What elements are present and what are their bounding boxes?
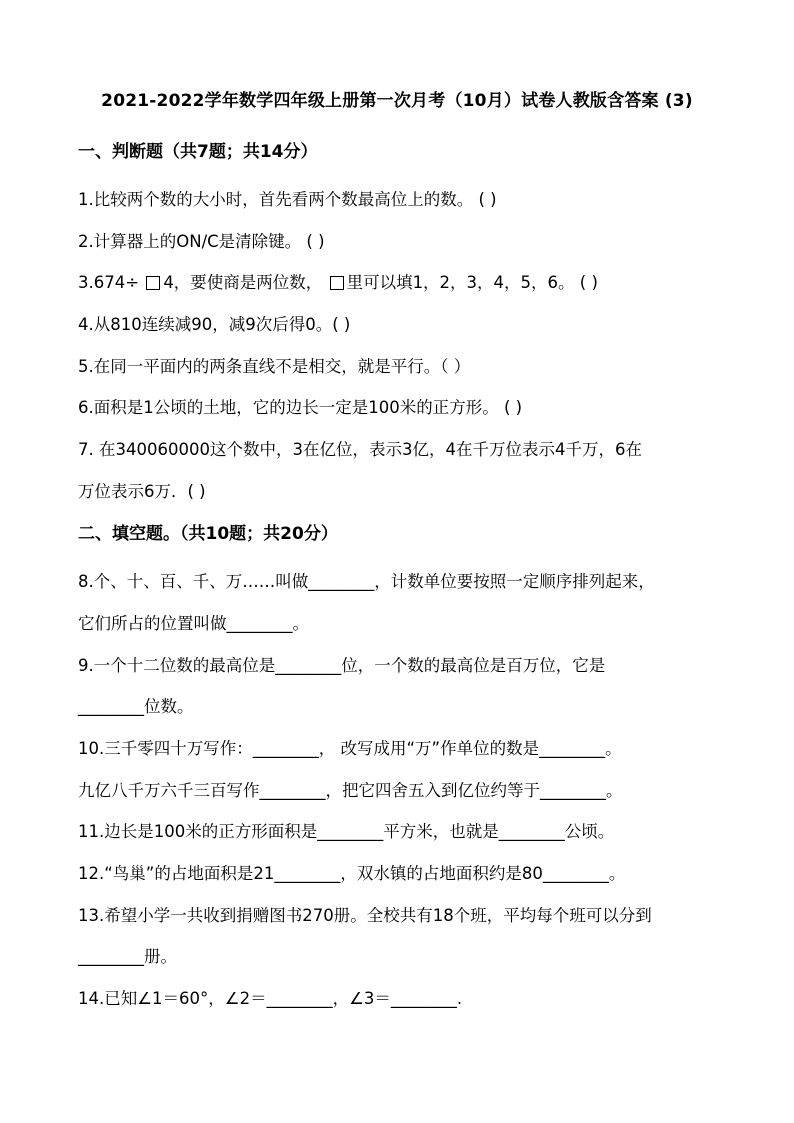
section-2-heading: 二、填空题。（共10题；共20分） [78, 524, 338, 544]
question-9-line-2: ________位数。 [78, 697, 194, 716]
question-10-line-1: 10.三千零四十万写作：________， 改写成用“万”作单位的数是________。 [78, 739, 622, 758]
question-4: 4.从810连续减90，减9次后得0。( ) [78, 315, 351, 334]
question-7-line-1: 7. 在340060000这个数中，3在亿位，表示3亿，4在千万位表示4千万，6在 [78, 440, 642, 459]
question-12: 12.“鸟巢”的占地面积是21________，双水镇的占地面积约是80________。 [78, 864, 626, 883]
blank-box [330, 276, 344, 290]
question-14: 14.已知∠1＝60°，∠2＝________，∠3＝________. [78, 989, 463, 1008]
section-1-heading: 一、判断题（共7题；共14分） [78, 142, 318, 162]
question-9-line-1: 9.一个十二位数的最高位是________位，一个数的最高位是百万位，它是 [78, 656, 606, 675]
question-5: 5.在同一平面内的两条直线不是相交，就是平行。（ ） [78, 357, 471, 376]
question-10-line-2: 九亿八千万六千三百写作________，把它四舍五入到亿位约等于________。 [78, 781, 623, 800]
exam-title: 2021-2022学年数学四年级上册第一次月考（10月）试卷人教版含答案 (3) [101, 91, 693, 111]
question-11: 11.边长是100米的正方形面积是________平方米，也就是________公顷。 [78, 822, 615, 841]
question-6: 6.面积是1公顷的土地，它的边长一定是100米的正方形。 ( ) [78, 398, 523, 417]
question-13-line-2: ________册。 [78, 947, 177, 966]
question-13-line-1: 13.希望小学一共收到捐赠图书270册。全校共有18个班，平均每个班可以分到 [78, 906, 652, 925]
question-3 [78, 269, 598, 293]
question-1: 1.比较两个数的大小时，首先看两个数最高位上的数。 ( ) [78, 190, 497, 209]
question-3-text-c: 里可以填1，2，3，4，5，6。 ( ) [346, 273, 598, 292]
question-7-line-2: 万位表示6万．( ) [78, 482, 206, 501]
question-3-text-a: 3.674÷ [78, 273, 145, 292]
question-3-text-b: 4，要使商是两位数， [163, 273, 323, 292]
question-8-line-1: 8.个、十、百、千、万……叫做________，计数单位要按照一定顺序排列起来， [78, 572, 655, 591]
question-8-line-2: 它们所占的位置叫做________。 [78, 614, 309, 633]
question-2: 2.计算器上的ON/C是清除键。 ( ) [78, 232, 325, 251]
blank-box [146, 276, 160, 290]
